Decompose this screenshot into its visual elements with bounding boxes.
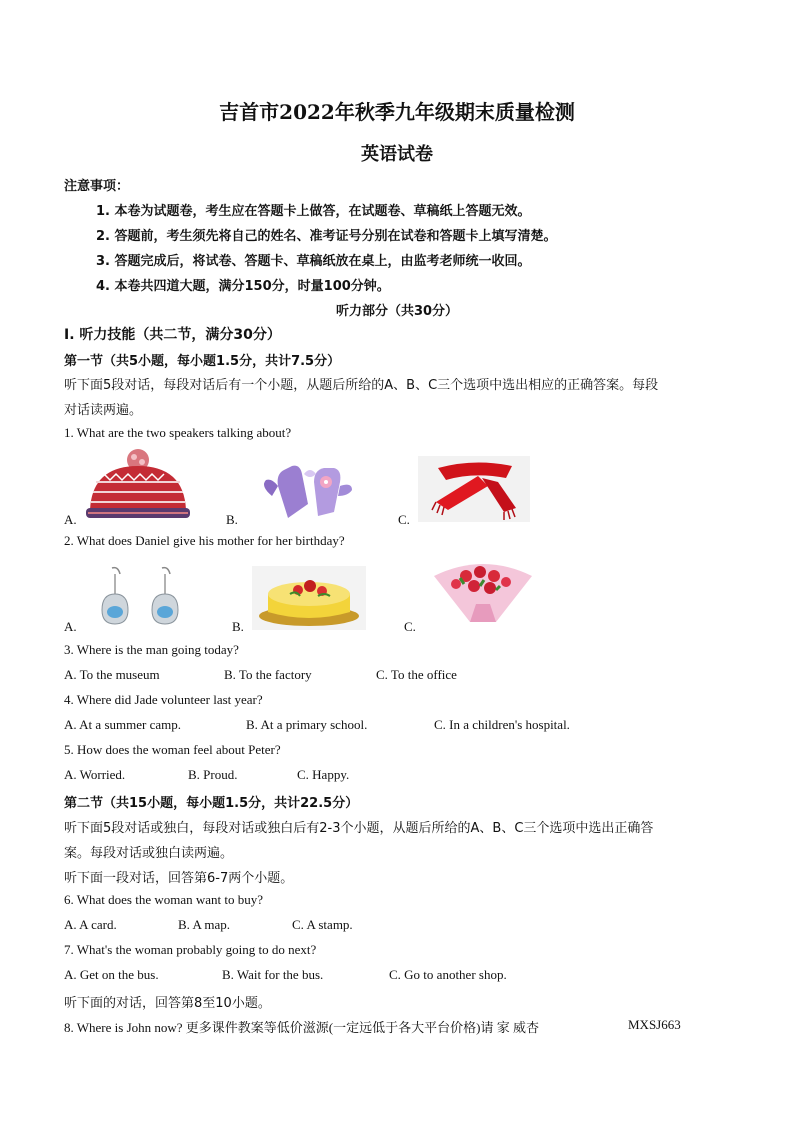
sec1-instructions-cont: 对话读两遍。	[64, 403, 143, 418]
birthday-cake-icon	[252, 566, 366, 630]
q3-option-b: B. To the factory	[224, 667, 312, 682]
sec1-title: 第一节（共5小题，每小题1.5分，共计7.5分）	[64, 354, 341, 369]
option-c-label: C.	[404, 619, 416, 634]
q6-option-b: B. A map.	[178, 917, 231, 932]
q7-option-b: B. Wait for the bus.	[222, 967, 324, 982]
question-2: 2. What does Daniel give his mother for her birthday?	[64, 533, 345, 548]
question-5: 5. How does the woman feel about Peter?	[64, 742, 281, 757]
dialog1-instructions: 听下面一段对话，回答第6-7两个小题。	[64, 871, 294, 886]
option-b-label: B.	[232, 619, 244, 634]
notice-item: 2. 答题前，考生须先将自己的姓名、准考证号分别在试卷和答题卡上填写清楚。	[96, 229, 557, 244]
sec2-instructions: 听下面5段对话或独白，每段对话或独白后有2-3个小题，从题后所给的A、B、C三个选项中选出正确答	[64, 821, 654, 836]
question-1: 1. What are the two speakers talking about?	[64, 425, 292, 440]
flower-bouquet-icon	[426, 556, 540, 628]
exam-subtitle: 英语试卷	[361, 144, 433, 165]
earrings-icon	[82, 564, 192, 628]
q4-option-c: C. In a children's hospital.	[434, 717, 570, 732]
q3-option-c: C. To the office	[376, 667, 457, 682]
sec2-instructions-cont: 案。每段对话或独白读两遍。	[64, 846, 234, 861]
option-b-label: B.	[226, 512, 238, 527]
red-scarf-icon	[418, 456, 530, 522]
option-c-label: C.	[398, 512, 410, 527]
question-7: 7. What's the woman probably going to do next?	[64, 942, 317, 957]
q5-option-c: C. Happy.	[297, 767, 350, 782]
q4-option-a: A. At a summer camp.	[64, 717, 181, 732]
q4-option-b: B. At a primary school.	[246, 717, 368, 732]
sec2-title: 第二节（共15小题，每小题1.5分，共计22.5分）	[64, 796, 359, 811]
notice-item: 1. 本卷为试题卷，考生应在答题卡上做答，在试题卷、草稿纸上答题无效。	[96, 204, 531, 219]
question-3: 3. Where is the man going today?	[64, 642, 239, 657]
q5-option-a: A. Worried.	[64, 767, 126, 782]
option-a-label: A.	[64, 512, 77, 527]
exam-title: 吉首市2022年秋季九年级期末质量检测	[219, 100, 575, 124]
watermark-code: MXSJ663	[628, 1017, 681, 1032]
q7-option-a: A. Get on the bus.	[64, 967, 159, 982]
q7-option-c: C. Go to another shop.	[389, 967, 507, 982]
section-title: I. 听力技能（共二节，满分30分）	[64, 327, 281, 343]
notice-item: 3. 答题完成后，将试卷、答题卡、草稿纸放在桌上，由监考老师统一收回。	[96, 254, 531, 269]
notice-item: 4. 本卷共四道大题，满分150分，时量100分钟。	[96, 279, 390, 294]
question-6: 6. What does the woman want to buy?	[64, 892, 264, 907]
question-4: 4. Where did Jade volunteer last year?	[64, 692, 263, 707]
q5-option-b: B. Proud.	[188, 767, 238, 782]
notice-heading: 注意事项：	[64, 179, 130, 194]
option-a-label: A.	[64, 619, 77, 634]
q3-option-a: A. To the museum	[64, 667, 160, 682]
knit-hat-icon	[82, 448, 194, 520]
listening-part-title: 听力部分（共30分）	[335, 304, 459, 319]
gloves-icon	[248, 456, 360, 526]
q6-option-c: C. A stamp.	[292, 917, 353, 932]
question-8: 8. Where is John now? 更多课件教案等低价滋源(一定远低于各大平台价格)请 家 威杏	[64, 1020, 539, 1035]
sec1-instructions: 听下面5段对话，每段对话后有一个小题，从题后所给的A、B、C三个选项中选出相应的正确答案。每段	[64, 378, 659, 393]
q6-option-a: A. A card.	[64, 917, 117, 932]
dialog2-instructions: 听下面的对话，回答第8至10小题。	[64, 996, 271, 1011]
